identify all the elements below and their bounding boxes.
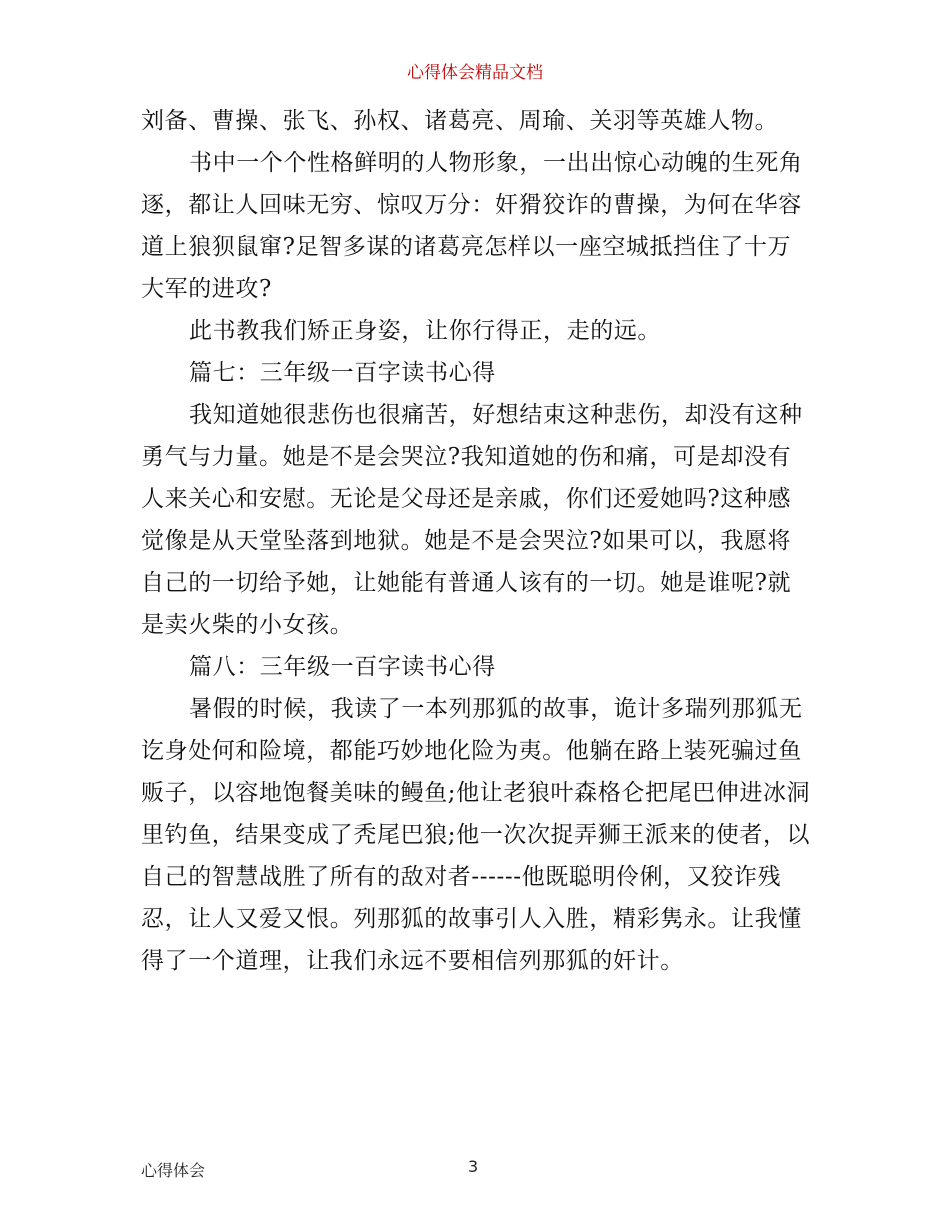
- section-heading: 篇八：三年级一百字读书心得: [189, 654, 496, 680]
- paragraph: 我知道她很悲伤也很痛苦，好想结束这种悲伤，却没有这种勇气与力量。她是不是会哭泣?我知道她的伤和痛，可是却没有人来关心和安慰。无论是父母还是亲戚，你们还爱她吗?这种感觉像是从天堂坠落到地狱。她是不是会哭泣?如果可以，我愿将自己的一切给予她，让她能有普通人该有的一切。她是谁呢?就是卖火柴的小女孩。: [141, 402, 803, 638]
- paragraph: 暑假的时候，我读了一本列那狐的故事，诡计多瑞列那狐无讫身处何和险境，都能巧妙地化险为夷。他躺在路上装死骗过鱼贩子，以容地饱餐美味的鳗鱼;他让老狼叶森格仑把尾巴伸进冰洞里钓鱼，结果变成了秃尾巴狼;他一次次捉弄狮王派来的使者，以自己的智慧战胜了所有的敌对者------他既聪明伶俐，又狡诈残忍，让人又爱又恨。列那狐的故事引人入胜，精彩隽永。让我懂得了一个道理，让我们永远不要相信列那狐的奸计。: [141, 696, 811, 974]
- section-heading: 篇七：三年级一百字读书心得: [189, 360, 496, 386]
- footer-label: 心得体会: [141, 1161, 206, 1180]
- page-number: 3: [468, 1157, 479, 1176]
- paragraph: 书中一个个性格鲜明的人物形象，一出出惊心动魄的生死角逐，都让人回味无穷、惊叹万分：奸猾狡诈的曹操，为何在华容道上狼狈鼠窜?足智多谋的诸葛亮怎样以一座空城抵挡住了十万大军的进攻?: [141, 150, 803, 302]
- paragraph: 此书教我们矫正身姿，让你行得正，走的远。: [189, 318, 661, 344]
- paragraph-continuation: 刘备、曹操、张飞、孙权、诸葛亮、周瑜、关羽等英雄人物。: [141, 108, 779, 134]
- page-header: 心得体会精品文档: [407, 63, 543, 83]
- document-body: [141, 100, 813, 982]
